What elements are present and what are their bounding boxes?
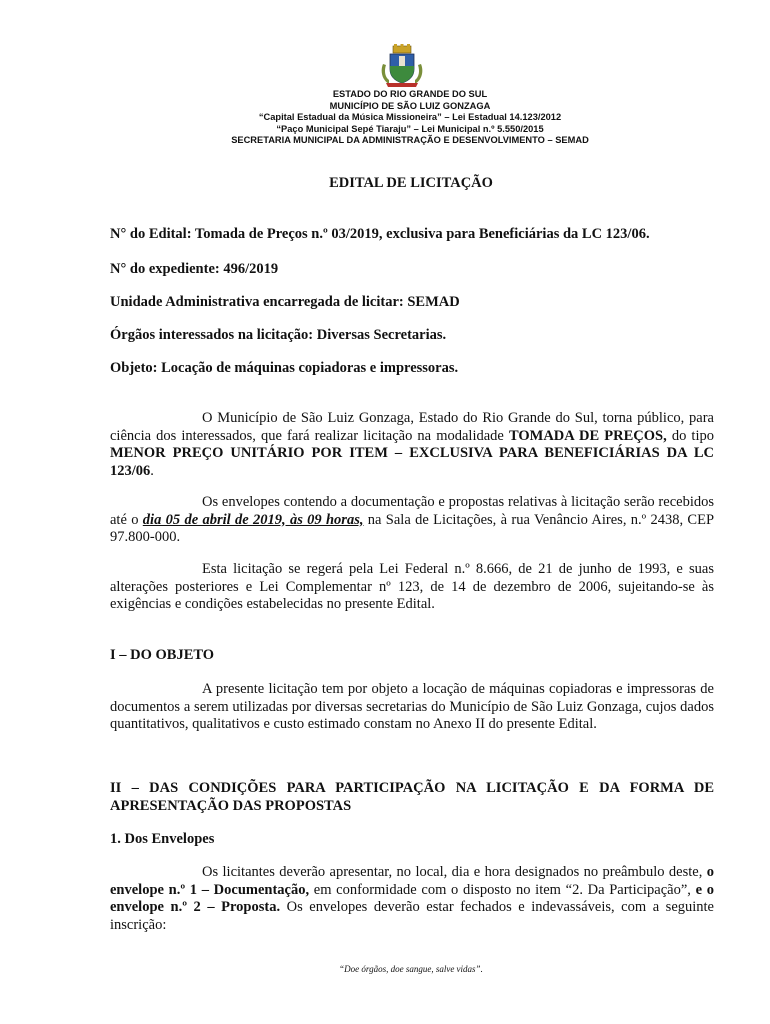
letterhead-paco-law: “Paço Municipal Sepé Tiaraju” – Lei Municipal n.º 5.550/2015 — [276, 123, 544, 134]
legal-basis-paragraph: Esta licitação se regerá pela Lei Federal n.º 8.666, de 21 de junho de 1993, e suas alterações posteriores e Lei Complementar nº 123, de 14 de dezembro de 2006, sujeitando-se às exigências e condições estabelecidas no presente Edital. — [110, 561, 714, 612]
footer-slogan: “Doe órgãos, doe sangue, salve vidas”. — [339, 964, 483, 974]
section-object-text: A presente licitação tem por objeto a locação de máquinas copiadoras e impressoras de documentos a serem utilizadas por diversas secretarias do Município de São Luiz Gonzaga, cujos dados quantitativos, qualitativos e custo estimado constam no Anexo II do presente Edital. — [110, 681, 714, 732]
interested-bodies: Órgãos interessados na licitação: Diversas Secretarias. — [110, 327, 447, 343]
subsection-envelopes-heading: 1. Dos Envelopes — [110, 831, 215, 847]
administrative-unit: Unidade Administrativa encarregada de licitar: SEMAD — [110, 294, 460, 310]
letterhead-municipality: MUNICÍPIO DE SÃO LUIZ GONZAGA — [329, 100, 491, 111]
section-object-heading: I – DO OBJETO — [110, 647, 215, 663]
envelopes-paragraph: Os envelopes contendo a documentação e propostas relativas à licitação serão recebidos até o dia 05 de abril de 2019, às 09 horas, na Sala de Licitações, à rua Venâncio Aires, n.º 2438, CEP 97.800-000. — [110, 494, 715, 545]
letterhead-capital-law: “Capital Estadual da Música Missioneira” – Lei Estadual 14.123/2012 — [258, 112, 562, 123]
letterhead-state: ESTADO DO RIO GRANDE DO SUL — [332, 89, 488, 99]
preamble-paragraph: O Município de São Luiz Gonzaga, Estado do Rio Grande do Sul, torna público, para ciência dos interessados, que fará realizar licitação na modalidade TOMADA DE PREÇOS, do tipo MENOR PREÇO UNITÁRIO POR ITEM – EXCLUSIVA PARA BENEFICIÁRIAS DA LC 123/06. — [110, 410, 714, 479]
envelopes-instructions-paragraph: Os licitantes deverão apresentar, no local, dia e hora designados no preâmbulo deste, o envelope n.º 1 – Documentação, em conformidade com o disposto no item “2. Da Participação”, e o envelope n.º 2 – Proposta. Os envelopes deverão estar fechados e indevassáveis, com a seguinte inscrição: — [110, 864, 714, 933]
document-title: EDITAL DE LICITAÇÃO — [329, 175, 493, 191]
section-participation-heading: II – DAS CONDIÇÕES PARA PARTICIPAÇÃO NA LICITAÇÃO E DA FORMA DE APRESENTAÇÃO DAS PROPOSTAS — [110, 780, 714, 814]
expediente-number: N° do expediente: 496/2019 — [110, 261, 279, 277]
letterhead — [150, 89, 670, 147]
coat-of-arms-icon — [377, 44, 427, 88]
edital-number: N° do Edital: Tomada de Preços n.º 03/2019, exclusiva para Beneficiárias da LC 123/06. — [110, 226, 650, 242]
letterhead-secretariat: SECRETARIA MUNICIPAL DA ADMINISTRAÇÃO E DESENVOLVIMENTO – SEMAD — [231, 135, 589, 146]
bidding-object: Objeto: Locação de máquinas copiadoras e impressoras. — [110, 360, 459, 376]
